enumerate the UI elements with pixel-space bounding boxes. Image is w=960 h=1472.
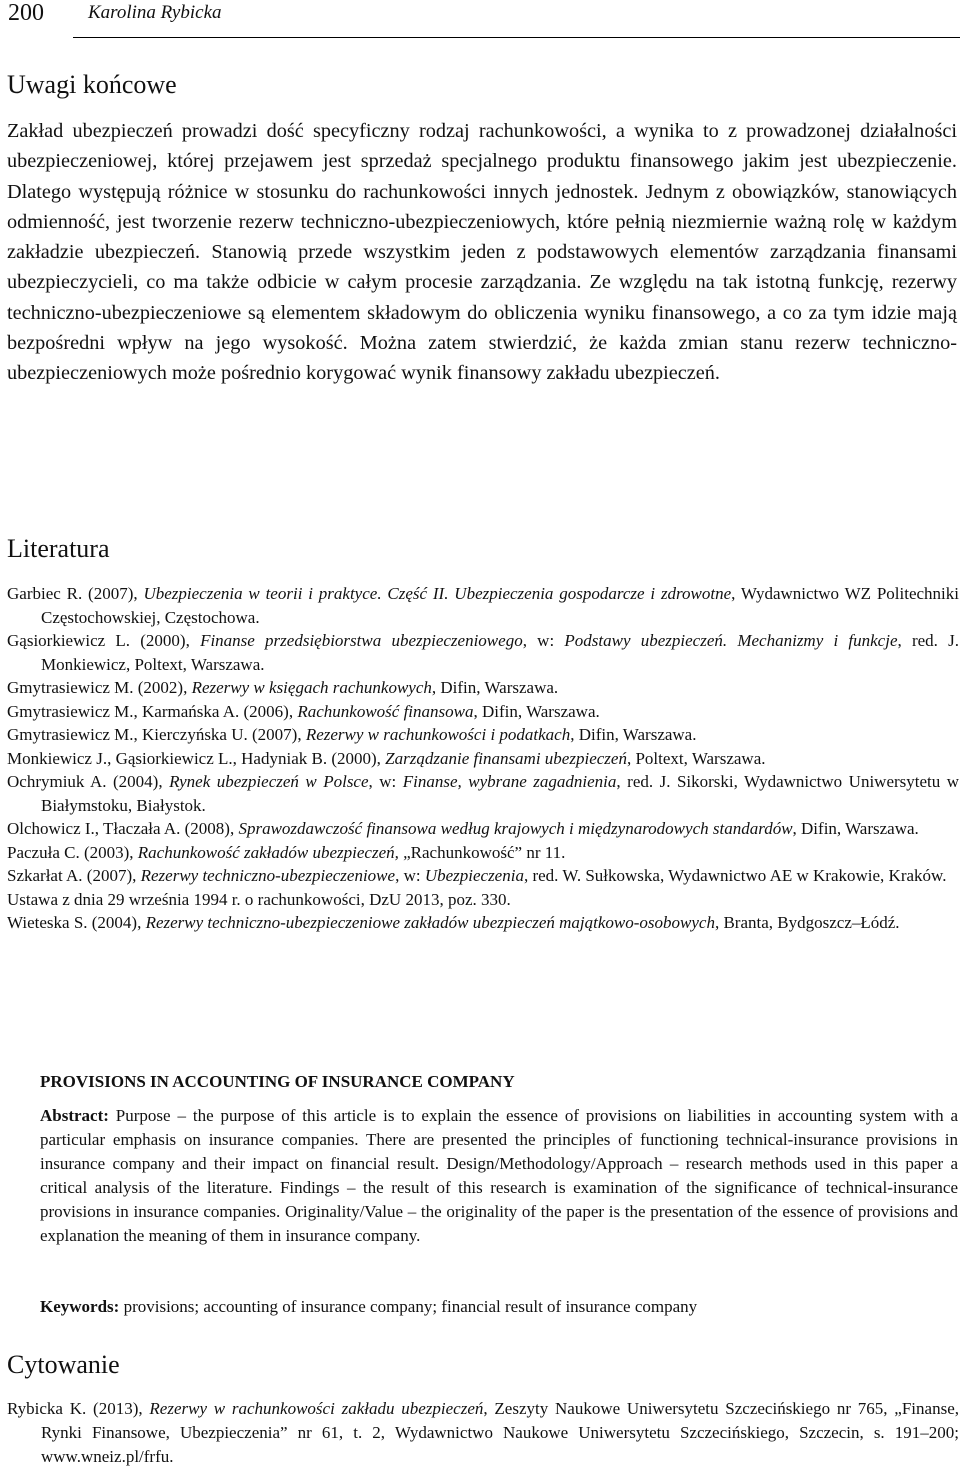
- reference-text: , w:: [522, 631, 565, 650]
- reference-title: Rachunkowość zakładów ubezpieczeń,: [137, 842, 399, 862]
- page-number: 200: [8, 0, 44, 26]
- reference-item: [7, 911, 959, 935]
- reference-text: , w:: [395, 866, 425, 885]
- citation-entry: [7, 1397, 959, 1469]
- keywords-text: provisions; accounting of insurance company; financial result of insurance company: [119, 1297, 698, 1316]
- reference-text: Gmytrasiewicz M. (2002),: [7, 678, 192, 697]
- reference-title: Rezerwy techniczno-ubezpieczeniowe: [140, 866, 396, 885]
- citation-details: , Zeszyty Naukowe Uniwersytetu Szczecińskiego nr 765, „Finanse, Rynki Finansowe, Ubezpieczenia” nr 61, t. 2, Wydawnictwo Naukowe Uniwersytetu Szczecińskiego, Szczecin, s. 191–200; www.wneiz.pl/frfu.: [41, 1399, 959, 1466]
- reference-title: Rezerwy techniczno-ubezpieczeniowe zakładów ubezpieczeń majątkowo-osobowych: [145, 913, 715, 932]
- reference-title: Rezerwy w księgach rachunkowych: [191, 678, 432, 697]
- reference-text: , red. W. Sułkowska, Wydawnictwo AE w Krakowie, Kraków.: [523, 866, 947, 885]
- reference-text: Gąsiorkiewicz L. (2000),: [7, 631, 201, 650]
- reference-text: Olchowicz I., Tłaczała A. (2008),: [7, 819, 239, 838]
- reference-text: , Difin, Warszawa.: [473, 701, 600, 721]
- reference-text: Wieteska S. (2004),: [7, 913, 146, 932]
- reference-title: Finanse przedsiębiorstwa ubezpieczeniowego: [200, 631, 523, 650]
- reference-text: , red. J. Monkiewicz, Poltext, Warszawa.: [41, 631, 960, 674]
- reference-text: , red. J. Sikorski, Wydawnictwo Uniwersytetu w Białymstoku, Białystok.: [41, 772, 960, 815]
- reference-text: Garbiec R. (2007),: [7, 584, 144, 603]
- reference-item: [7, 888, 959, 912]
- abstract: [40, 1104, 958, 1248]
- reference-item: [7, 629, 959, 676]
- reference-item: [7, 817, 959, 841]
- reference-text: Paczuła C. (2003),: [7, 842, 138, 862]
- reference-title: Rachunkowość finansowa: [297, 701, 474, 721]
- abstract-text: Purpose – the purpose of this article is to explain the essence of provisions on liabilities in accounting system with a particular emphasis on insurance companies. There are presented the principles of functioning technical-insurance provisions in insurance company and their impact on financial result. Design/Methodology/Approach – research methods used in this paper a critical analysis of the literature. Findings – the result of this research is examination of the significance of technical-insurance provisions in insurance companies. Originality/Value – the originality of the paper is the presentation of the essence of provisions and explanation the meaning of them in insurance company.: [40, 1106, 958, 1245]
- keywords-label: Keywords:: [40, 1297, 120, 1316]
- reference-text: Ustawa z dnia 29 września 1994 r. o rachunkowości, DzU 2013, poz. 330.: [7, 889, 511, 909]
- remarks-paragraph: Zakład ubezpieczeń prowadzi dość specyficzny rodzaj rachunkowości, a wynika to z prowadzonej działalności ubezpieczeniowej, której przejawem jest sprzedaż specjalnego produktu finansowego jakim jest ubezpieczenie. Dlatego występują różnice w stosunku do rachunkowości innych jednostek. Jednym z obowiązków, stanowiących odmienność, jest tworzenie rezerw techniczno-ubezpieczeniowych, które pełnią niezmiernie ważną rolę w każdym zakładzie ubezpieczeń. Stanowią przede wszystkim jeden z podstawowych elementów zarządzania finansami ubezpieczycieli, co ma także odbicie w całym procesie zarządzania. Ze względu na tak istotną funkcję, rezerwy techniczno-ubezpieczeniowe są elementem składowym do obliczenia wyniku finansowego, a co za tym idzie mają bezpośredni wpływ na jego wysokość. Można zatem stwierdzić, że każda zmian stanu rezerw techniczno-ubezpieczeniowych może pośrednio korygować wynik finansowy zakładu ubezpieczeń.: [7, 120, 957, 385]
- keywords: [40, 1296, 958, 1318]
- reference-text: , Poltext, Warszawa.: [626, 748, 766, 768]
- reference-text: Gmytrasiewicz M., Kierczyńska U. (2007),: [7, 725, 306, 744]
- reference-text: Monkiewicz J., Gąsiorkiewicz L., Hadyniak B. (2000),: [7, 748, 386, 768]
- reference-text: , Difin, Warszawa.: [570, 725, 697, 744]
- section-title-remarks: Uwagi końcowe: [7, 70, 177, 99]
- reference-title: Ubezpieczenia: [424, 866, 524, 885]
- citation-title: Rezerwy w rachunkowości zakładu ubezpieczeń: [149, 1399, 484, 1418]
- reference-text: , Difin, Warszawa.: [792, 819, 919, 838]
- reference-title: Ubezpieczenia w teorii i praktyce. Część II. Ubezpieczenia gospodarcze i zdrowotne: [143, 584, 732, 603]
- reference-text: , w:: [368, 772, 403, 791]
- reference-title: Sprawozdawczość finansowa według krajowych i międzynarodowych standardów: [238, 819, 793, 838]
- section-title-literature: Literatura: [7, 534, 110, 563]
- running-author: Karolina Rybicka: [88, 2, 222, 23]
- reference-text: Szkarłat A. (2007),: [7, 866, 141, 885]
- reference-title: Finanse, wybrane zagadnienia: [402, 772, 617, 791]
- reference-title: Rynek ubezpieczeń w Polsce: [169, 772, 369, 791]
- section-title-citation: Cytowanie: [7, 1350, 120, 1379]
- english-title: PROVISIONS IN ACCOUNTING OF INSURANCE COMPANY: [40, 1072, 515, 1091]
- reference-text: „Rachunkowość” nr 11.: [398, 842, 566, 862]
- reference-item: [7, 841, 959, 865]
- reference-item: [7, 770, 959, 817]
- reference-list: [7, 582, 959, 935]
- reference-item: [7, 700, 959, 724]
- reference-text: , Wydawnictwo WZ Politechniki Częstochowskiej, Częstochowa.: [41, 584, 959, 627]
- header-rule: [73, 37, 960, 38]
- reference-text: Gmytrasiewicz M., Karmańska A. (2006),: [7, 701, 298, 721]
- reference-title: Rezerwy w rachunkowości i podatkach: [305, 725, 571, 744]
- reference-item: [7, 723, 959, 747]
- running-header: [8, 0, 960, 38]
- reference-title: Zarządzanie finansami ubezpieczeń: [385, 748, 627, 768]
- reference-item: [7, 676, 959, 700]
- abstract-label: Abstract:: [40, 1106, 109, 1125]
- citation-authors: Rybicka K. (2013),: [7, 1399, 150, 1418]
- reference-title: Podstawy ubezpieczeń. Mechanizmy i funkcje: [564, 631, 898, 650]
- reference-text: , Branta, Bydgoszcz–Łódź.: [714, 913, 900, 932]
- reference-text: , Difin, Warszawa.: [431, 678, 559, 697]
- reference-text: Ochrymiuk A. (2004),: [7, 772, 170, 791]
- reference-item: [7, 582, 959, 629]
- reference-item: [7, 864, 959, 888]
- reference-item: [7, 747, 959, 771]
